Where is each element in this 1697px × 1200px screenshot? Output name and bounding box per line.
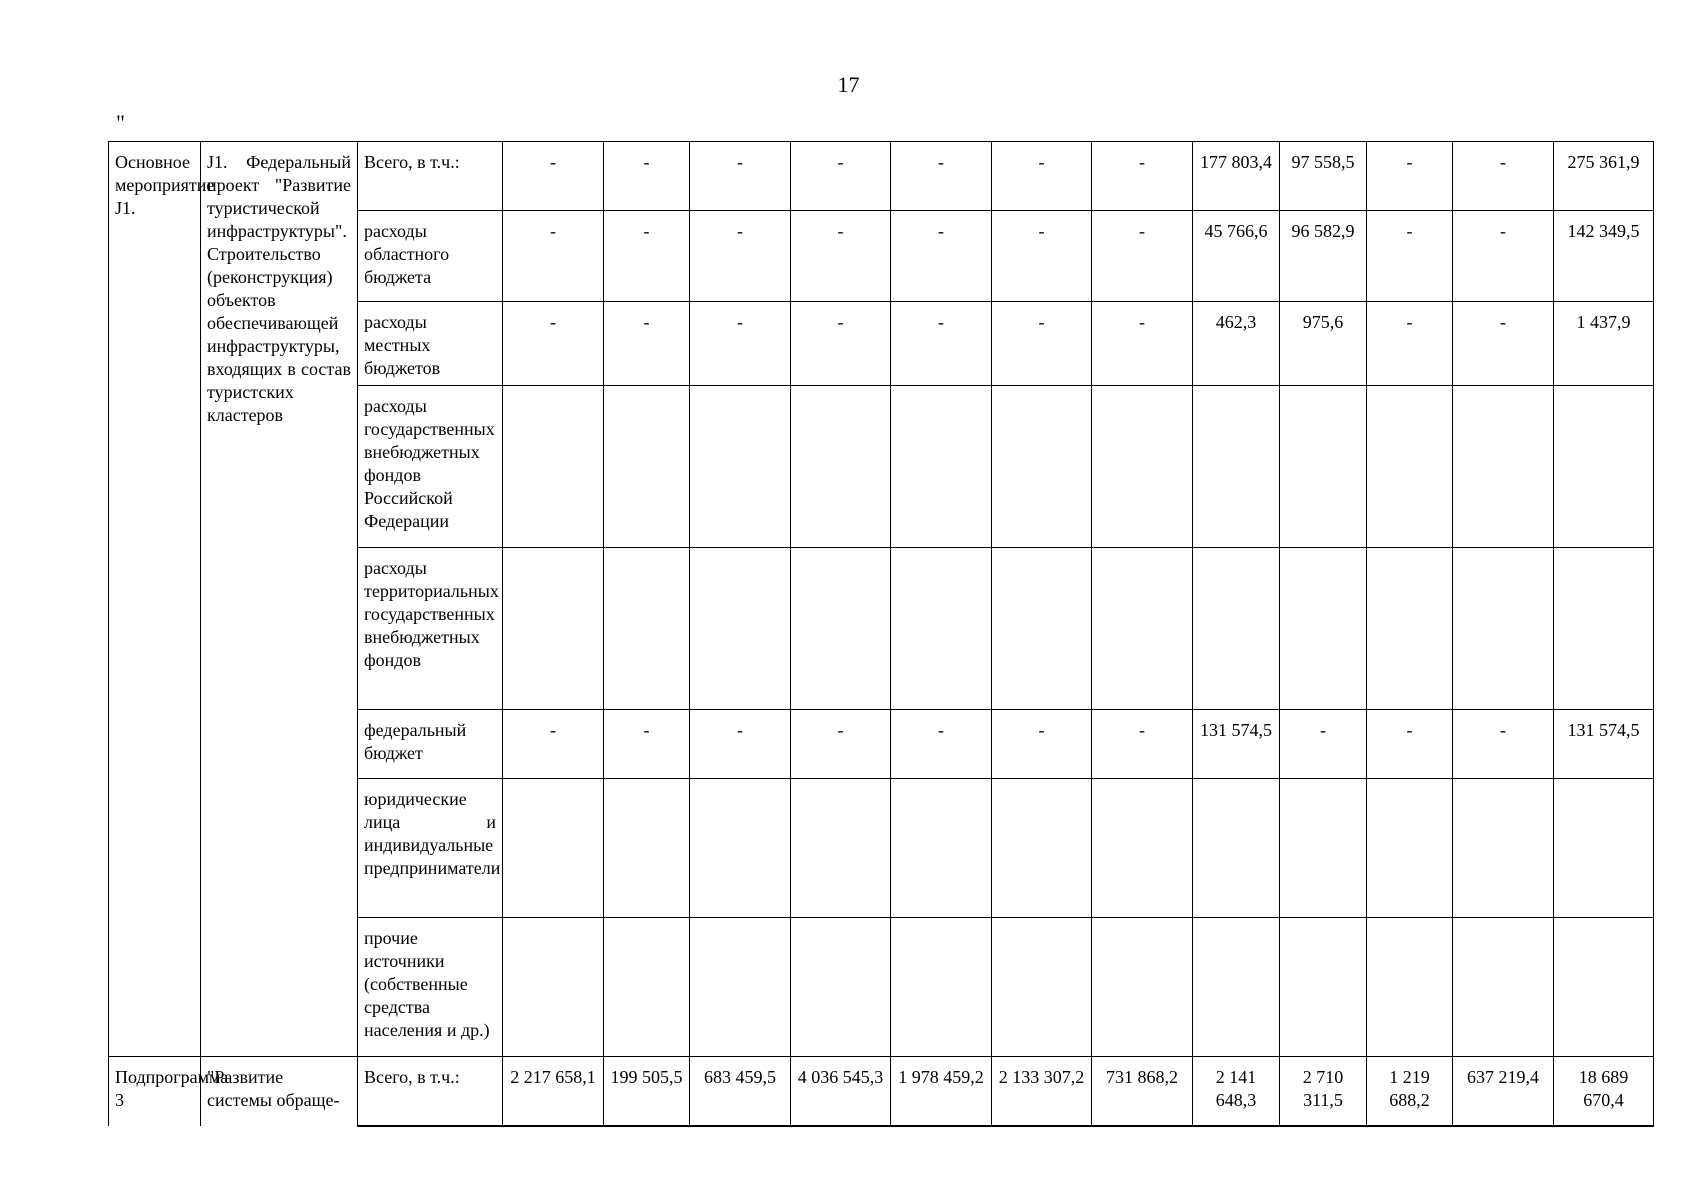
amount-cell: - — [503, 710, 604, 779]
group-label-cell: Подпрограмма 3 — [109, 1057, 201, 1126]
amount-cell — [992, 779, 1092, 918]
amount-cell — [1453, 779, 1554, 918]
amount-cell: - — [1092, 710, 1193, 779]
amount-cell — [791, 779, 891, 918]
amount-cell — [1280, 918, 1367, 1057]
amount-cell — [891, 779, 992, 918]
amount-cell — [891, 386, 992, 548]
amount-cell: - — [604, 302, 690, 386]
amount-cell — [604, 548, 690, 710]
amount-cell: - — [1453, 142, 1554, 211]
amount-cell: - — [1280, 710, 1367, 779]
amount-cell — [891, 918, 992, 1057]
amount-cell — [992, 386, 1092, 548]
amount-cell: - — [1092, 142, 1193, 211]
amount-cell — [604, 779, 690, 918]
amount-cell: 45 766,6 — [1193, 211, 1280, 302]
page-number: 17 — [837, 72, 860, 97]
amount-cell — [1453, 918, 1554, 1057]
amount-cell: - — [1453, 211, 1554, 302]
amount-cell: - — [1092, 211, 1193, 302]
amount-cell: - — [1092, 302, 1193, 386]
amount-cell: 731 868,2 — [1092, 1057, 1193, 1126]
amount-cell: - — [690, 142, 791, 211]
amount-cell — [503, 779, 604, 918]
table-row — [109, 1057, 1654, 1126]
amount-cell: - — [992, 302, 1092, 386]
amount-cell — [1193, 548, 1280, 710]
amount-cell: - — [992, 211, 1092, 302]
amount-cell — [1554, 548, 1654, 710]
amount-cell: - — [503, 302, 604, 386]
amount-cell: - — [690, 211, 791, 302]
amount-cell — [1554, 386, 1654, 548]
amount-cell — [1092, 779, 1193, 918]
amount-cell — [1280, 386, 1367, 548]
amount-cell — [503, 548, 604, 710]
amount-cell — [1554, 918, 1654, 1057]
funding-source-cell: юридические лица и индивидуальные предприниматели — [358, 779, 503, 918]
amount-cell — [1193, 918, 1280, 1057]
amount-cell: 4 036 545,3 — [791, 1057, 891, 1126]
amount-cell — [791, 386, 891, 548]
amount-cell: 177 803,4 — [1193, 142, 1280, 211]
amount-cell: - — [891, 710, 992, 779]
amount-cell — [1092, 548, 1193, 710]
amount-cell: - — [503, 142, 604, 211]
amount-cell — [1193, 779, 1280, 918]
amount-cell: - — [791, 142, 891, 211]
group-title-cell: "Развитие системы обраще- — [201, 1057, 358, 1126]
amount-cell: 462,3 — [1193, 302, 1280, 386]
funding-source-cell: расходы местных бюджетов — [358, 302, 503, 386]
funding-source-cell: прочие источники (собственные средства населения и др.) — [358, 918, 503, 1057]
funding-source-cell: расходы областного бюджета — [358, 211, 503, 302]
amount-cell: 637 219,4 — [1453, 1057, 1554, 1126]
group-title-cell: J1. Федеральный проект "Развитие туристической инфраструктуры". Строительство (реконструкция) объектов обеспечивающей инфраструктуры, входящих в состав туристских кластеров — [201, 142, 358, 1057]
amount-cell — [690, 548, 791, 710]
amount-cell — [503, 918, 604, 1057]
amount-cell — [1280, 779, 1367, 918]
amount-cell: - — [992, 710, 1092, 779]
amount-cell: - — [1367, 710, 1453, 779]
amount-cell: - — [604, 142, 690, 211]
group-label-cell: Основное мероприятие J1. — [109, 142, 201, 1057]
amount-cell — [604, 386, 690, 548]
amount-cell: - — [1367, 211, 1453, 302]
amount-cell — [690, 386, 791, 548]
amount-cell: - — [891, 142, 992, 211]
amount-cell: 2 710 311,5 — [1280, 1057, 1367, 1126]
amount-cell: 1 437,9 — [1554, 302, 1654, 386]
amount-cell: - — [503, 211, 604, 302]
amount-cell: 96 582,9 — [1280, 211, 1367, 302]
amount-cell: 975,6 — [1280, 302, 1367, 386]
table-row — [109, 142, 1654, 211]
amount-cell: 2 141 648,3 — [1193, 1057, 1280, 1126]
amount-cell: - — [690, 710, 791, 779]
opening-quote-mark: " — [116, 110, 125, 135]
amount-cell: 1 219 688,2 — [1367, 1057, 1453, 1126]
amount-cell: - — [604, 211, 690, 302]
amount-cell — [891, 548, 992, 710]
financing-table — [108, 141, 1654, 1127]
funding-source-cell: федеральный бюджет — [358, 710, 503, 779]
amount-cell: - — [1367, 142, 1453, 211]
amount-cell: - — [791, 211, 891, 302]
amount-cell — [992, 548, 1092, 710]
amount-cell: - — [1453, 710, 1554, 779]
amount-cell — [791, 918, 891, 1057]
amount-cell: 683 459,5 — [690, 1057, 791, 1126]
amount-cell: - — [604, 710, 690, 779]
amount-cell — [1367, 918, 1453, 1057]
amount-cell — [503, 386, 604, 548]
amount-cell — [690, 918, 791, 1057]
amount-cell: - — [1453, 302, 1554, 386]
amount-cell: 131 574,5 — [1193, 710, 1280, 779]
amount-cell: - — [992, 142, 1092, 211]
amount-cell: 2 133 307,2 — [992, 1057, 1092, 1126]
amount-cell: 131 574,5 — [1554, 710, 1654, 779]
funding-source-cell: расходы государственных внебюджетных фондов Российской Федерации — [358, 386, 503, 548]
amount-cell — [791, 548, 891, 710]
amount-cell — [992, 918, 1092, 1057]
amount-cell: - — [891, 302, 992, 386]
amount-cell — [1092, 386, 1193, 548]
amount-cell — [1453, 548, 1554, 710]
amount-cell: - — [1367, 302, 1453, 386]
amount-cell — [604, 918, 690, 1057]
amount-cell: 97 558,5 — [1280, 142, 1367, 211]
amount-cell — [1193, 386, 1280, 548]
amount-cell — [1554, 779, 1654, 918]
amount-cell — [1367, 779, 1453, 918]
amount-cell: 142 349,5 — [1554, 211, 1654, 302]
amount-cell: - — [791, 710, 891, 779]
amount-cell: 275 361,9 — [1554, 142, 1654, 211]
amount-cell: 2 217 658,1 — [503, 1057, 604, 1126]
amount-cell: 1 978 459,2 — [891, 1057, 992, 1126]
amount-cell: - — [891, 211, 992, 302]
amount-cell — [690, 779, 791, 918]
amount-cell — [1367, 548, 1453, 710]
funding-source-cell: расходы территориальных государственных внебюджетных фондов — [358, 548, 503, 710]
amount-cell: 199 505,5 — [604, 1057, 690, 1126]
funding-source-cell: Всего, в т.ч.: — [358, 142, 503, 211]
amount-cell — [1367, 386, 1453, 548]
funding-source-cell: Всего, в т.ч.: — [358, 1057, 503, 1126]
amount-cell — [1280, 548, 1367, 710]
amount-cell — [1453, 386, 1554, 548]
amount-cell: - — [690, 302, 791, 386]
amount-cell — [1092, 918, 1193, 1057]
amount-cell: - — [791, 302, 891, 386]
amount-cell: 18 689 670,4 — [1554, 1057, 1654, 1126]
